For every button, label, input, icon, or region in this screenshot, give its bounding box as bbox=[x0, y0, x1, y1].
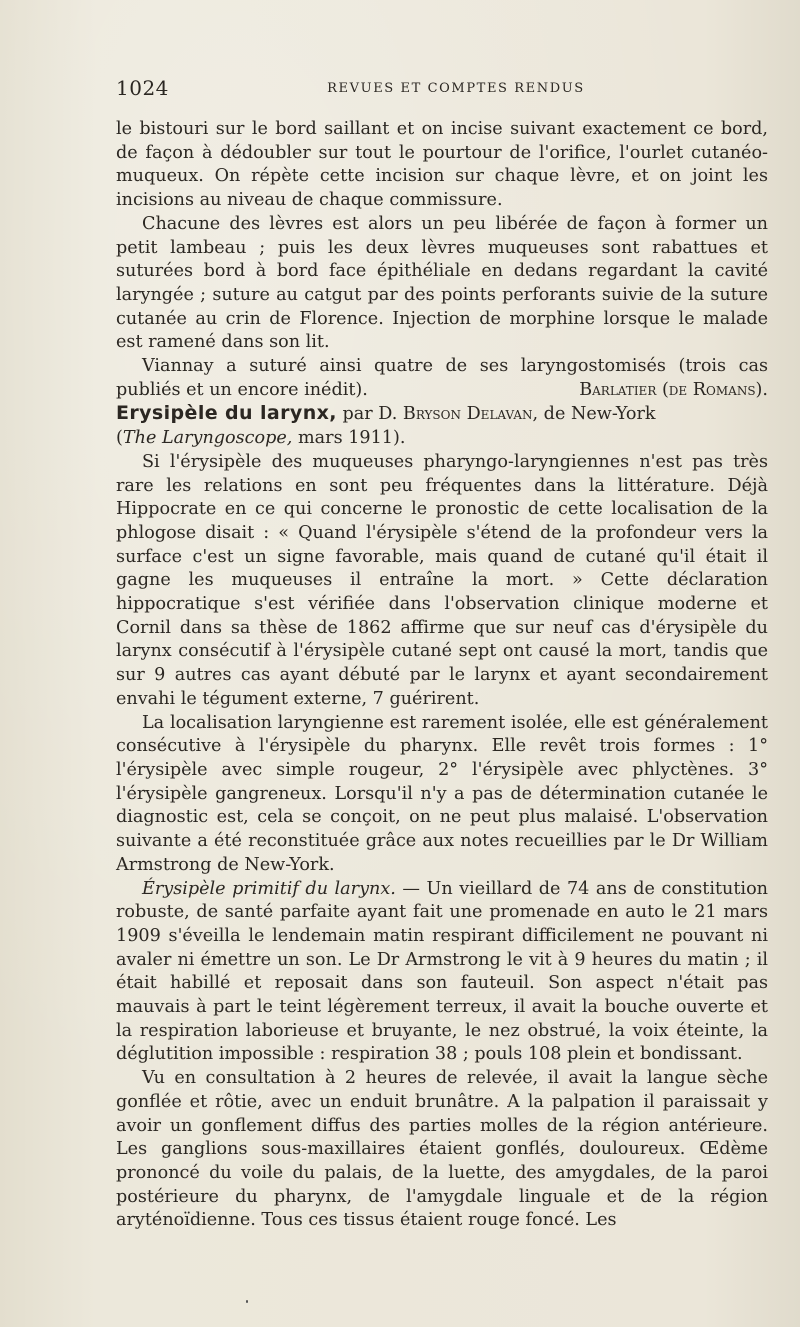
byline-prefix: par D. bbox=[336, 404, 403, 425]
paragraph: La localisation laryngienne est rarement isolée, elle est généralement consécutive à l'érysipèle du pharynx. Elle revêt trois formes : 1° l'érysipèle avec simple rougeur, 2° l'érysipèle avec phlyctènes. 3° l'érysipèle gangreneux. Lorsqu'il n'y a pas de détermination cutanée le diagnostic est, cela se conçoit, on ne peut plus malaisé. L'observation suivante a été reconstituée grâce aux notes recueillies par le Dr William Armstrong de New-York. bbox=[116, 712, 768, 875]
page-number: 1024 bbox=[116, 76, 169, 100]
running-head bbox=[116, 76, 768, 100]
journal-date: mars 1911). bbox=[292, 428, 406, 449]
article-title: Erysipèle du larynx, bbox=[116, 402, 337, 425]
paragraph-text: Viannay a suturé ainsi quatre de ses laryngostomisés (trois cas publiés et un encore inédit). bbox=[116, 356, 768, 400]
paragraph-text: — Un vieillard de 74 ans de constitution robuste, de santé parfaite ayant fait une promenade en auto le 21 mars 1909 s'éveilla le lendemain matin respirant difficilement ne pouvant ni avaler ni émettre un son. Le Dr Armstrong le vit à 9 heures du matin ; il était habillé et reposait dans son fauteuil. Son aspect n'était pas mauvais à part le teint légèrement terreux, il avait la bouche ouverte et la respiration laborieuse et bruyante, le nez obstrué, la voix éteinte, la déglutition impossible : respiration 38 ; pouls 108 plein et bondissant. bbox=[116, 878, 768, 1065]
journal-name: The Laryngoscope, bbox=[122, 428, 293, 449]
body-text bbox=[116, 118, 768, 1233]
paragraph: Vu en consultation à 2 heures de relevée, il avait la langue sèche gonflée et rôtie, avec un enduit brunâtre. A la palpation il paraissait y avoir un gonflement diffus des parties molles de la région antérieure. Les ganglions sous-maxillaires étaient gonflés, douloureux. Œdème prononcé du voile du palais, de la luette, des amygdales, de la paroi postérieure du pharynx, de l'amygdale linguale et de la région aryténoïdienne. Tous ces tissus étaient rouge foncé. Les bbox=[116, 1068, 768, 1231]
observation-title: Érysipèle primitif du larynx. bbox=[142, 878, 396, 899]
ink-speck bbox=[246, 1300, 248, 1303]
article-location: de New-York bbox=[538, 404, 656, 425]
source-open: ( bbox=[116, 428, 123, 449]
paragraph bbox=[116, 355, 768, 402]
author-signature: Barlatier (de Romans). bbox=[579, 379, 768, 400]
article-heading bbox=[116, 402, 768, 450]
article-author: Bryson Delavan, bbox=[402, 404, 539, 425]
paragraph bbox=[116, 878, 768, 1068]
running-title: REVUES ET COMPTES RENDUS bbox=[327, 81, 585, 96]
paragraph: Si l'érysipèle des muqueuses pharyngo-laryngiennes n'est pas très rare les relations en sont peu fréquentes dans la littérature. Déjà Hippocrate en ce qui concerne le pronostic de cette localisation de la phlogose disait : « Quand l'érysipèle s'étend de la profondeur vers la surface c'est un signe favorable, mais quand de cutané qu'il était il gagne les muqueuses il entraîne la mort. » Cette déclaration hippocratique s'est vérifiée dans l'observation clinique moderne et Cornil dans sa thèse de 1862 affirme que sur neuf cas d'érysipèle du larynx consécutif à l'érysipèle cutané sept ont causé la mort, tandis que sur 9 autres cas ayant débuté par le larynx et ayant secondairement envahi le tégument externe, 7 guérirent. bbox=[116, 451, 768, 709]
paragraph: le bistouri sur le bord saillant et on incise suivant exactement ce bord, de façon à dédoubler sur tout le pourtour de l'orifice, l'ourlet cutanéo-muqueux. On répète cette incision sur chaque lèvre, et on joint les incisions au niveau de chaque commissure. bbox=[116, 119, 768, 211]
paragraph: Chacune des lèvres est alors un peu libérée de façon à former un petit lambeau ; puis les deux lèvres muqueuses sont rabattues et suturées bord à bord face épithéliale en dedans regardant la cavité laryngée ; suture au catgut par des points perforants suivie de la suture cutanée au crin de Florence. Injection de morphine lorsque le malade est ramené dans son lit. bbox=[116, 213, 768, 353]
